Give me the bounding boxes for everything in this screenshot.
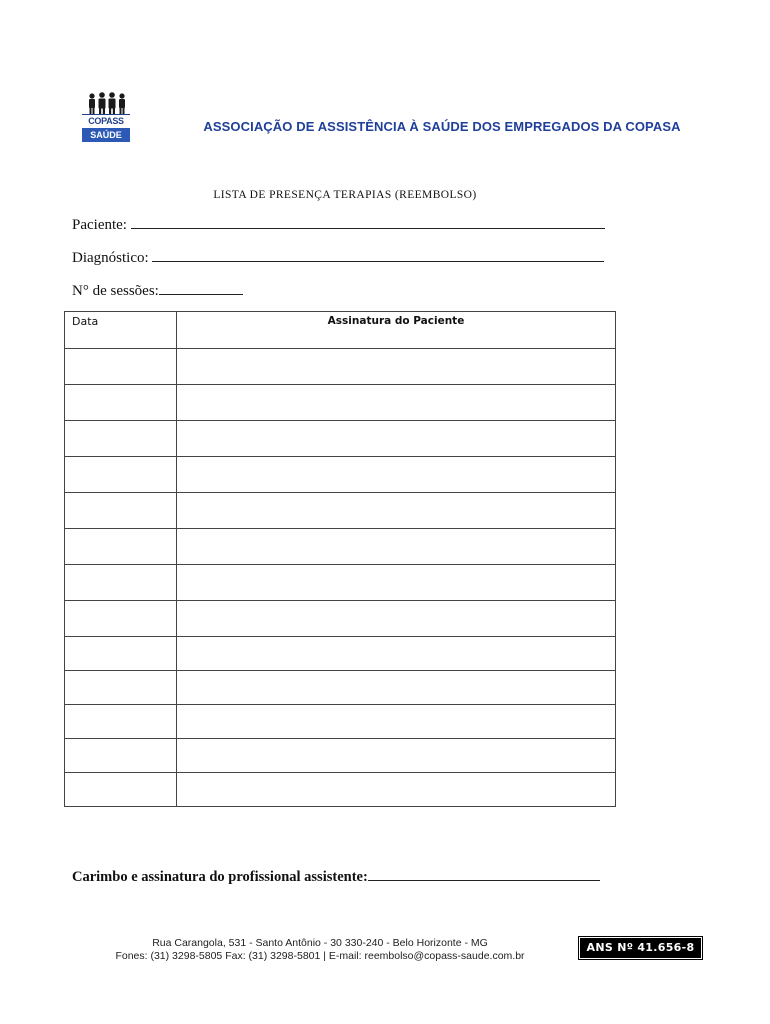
diagnosis-line[interactable] [152,247,604,262]
signature-cell[interactable] [177,529,616,565]
header-signature: Assinatura do Paciente [177,312,616,349]
table-row [65,421,616,457]
sessions-field[interactable] [72,280,243,300]
date-cell[interactable] [65,671,177,705]
patient-label: Paciente: [72,217,127,233]
signature-cell[interactable] [177,349,616,385]
professional-signature-field[interactable] [72,866,600,886]
logo-bottom-label: SAÚDE [82,128,130,142]
table-row [65,773,616,807]
date-cell[interactable] [65,421,177,457]
date-cell[interactable] [65,739,177,773]
organization-title: ASSOCIAÇÃO DE ASSISTÊNCIA À SAÚDE DOS EMPREGADOS DA COPASA [203,119,681,134]
people-group-icon [86,92,128,114]
table-row [65,493,616,529]
signature-cell[interactable] [177,671,616,705]
date-cell[interactable] [65,493,177,529]
diagnosis-field[interactable] [72,247,604,267]
table-row [65,601,616,637]
date-cell[interactable] [65,529,177,565]
attendance-table [64,311,616,807]
table-header-row [65,312,616,349]
date-cell[interactable] [65,773,177,807]
signature-cell[interactable] [177,493,616,529]
sessions-line[interactable] [159,280,243,295]
table-row [65,457,616,493]
patient-field[interactable] [72,214,605,234]
table-row [65,385,616,421]
table-row [65,739,616,773]
signature-cell[interactable] [177,705,616,739]
header-date: Data [65,312,177,349]
copass-logo [80,92,132,150]
signature-label: Carimbo e assinatura do profissional assistente: [72,869,368,885]
date-cell[interactable] [65,349,177,385]
signature-cell[interactable] [177,421,616,457]
signature-line[interactable] [368,866,600,881]
date-cell[interactable] [65,565,177,601]
ans-badge [578,936,703,960]
signature-cell[interactable] [177,565,616,601]
signature-cell[interactable] [177,637,616,671]
table-row [65,637,616,671]
diagnosis-label: Diagnóstico: [72,250,149,266]
signature-cell[interactable] [177,385,616,421]
table-row [65,565,616,601]
logo-top-label: COPASS [82,114,130,127]
date-cell[interactable] [65,637,177,671]
patient-line[interactable] [131,214,605,229]
ans-label: ANS Nº 41.656-8 [580,938,701,958]
signature-cell[interactable] [177,601,616,637]
signature-cell[interactable] [177,739,616,773]
footer-contact: Fones: (31) 3298-5805 Fax: (31) 3298-5801 | E-mail: reembolso@copass-saude.com.br [115,950,525,962]
document-title: LISTA DE PRESENÇA TERAPIAS (REEMBOLSO) [213,189,477,201]
sessions-label: N° de sessões: [72,283,159,299]
table-row [65,349,616,385]
table-row [65,671,616,705]
date-cell[interactable] [65,601,177,637]
date-cell[interactable] [65,457,177,493]
signature-cell[interactable] [177,457,616,493]
date-cell[interactable] [65,705,177,739]
date-cell[interactable] [65,385,177,421]
table-row [65,529,616,565]
signature-cell[interactable] [177,773,616,807]
footer-address: Rua Carangola, 531 - Santo Antônio - 30 330-240 - Belo Horizonte - MG [152,937,488,949]
table-body [65,349,616,807]
table-row [65,705,616,739]
